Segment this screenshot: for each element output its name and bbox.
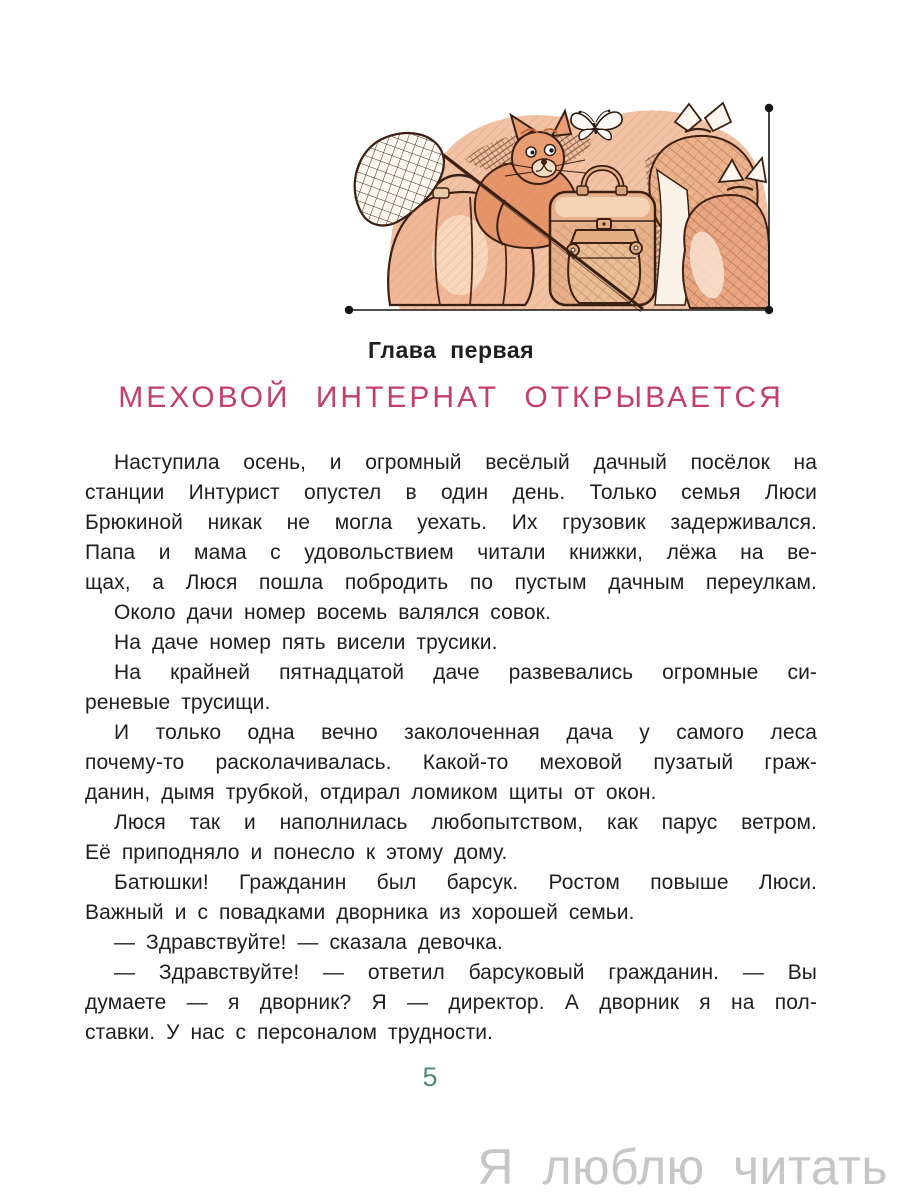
text-line: Наступила осень, и огромный весёлый дачный посёлок на — [114, 451, 817, 474]
milk-can — [567, 219, 642, 303]
page-number: 5 — [422, 1062, 438, 1092]
text-line: На крайней пятнадцатой даче развевались огромные си- — [114, 661, 817, 684]
text-line: На даче номер пять висели трусики. — [114, 631, 498, 654]
text-line: думаете — я дворник? Я — директор. А дворник я на пол- — [85, 991, 817, 1014]
watermark: Я люблю читать — [477, 1139, 888, 1195]
text-line: И только одна вечно заколоченная дача у самого леса — [114, 721, 817, 744]
body-text — [85, 448, 817, 1048]
text-line: реневые трусищи. — [85, 691, 271, 714]
text-line: Важный и с повадками дворника из хорошей семьи. — [85, 901, 635, 924]
text-line: станции Интурист опустел в один день. Только семья Люси — [85, 481, 817, 504]
text-line: почему-то расколачивалась. Какой-то меховой пузатый граж- — [85, 751, 817, 774]
text-line: Батюшки! Гражданин был барсук. Ростом повыше Люси. — [114, 871, 817, 894]
text-line: Люся так и наполнилась любопытством, как парус ветром. — [114, 811, 817, 834]
text-line: Брюкиной никак не могла уехать. Их грузовик задерживался. — [85, 511, 817, 534]
text-line: щах, а Люся пошла побродить по пустым дачным переулкам. — [85, 571, 817, 594]
text-line: данин, дымя трубкой, отдирал ломиком щиты от окон. — [85, 781, 657, 804]
chapter-title: МЕХОВОЙ ИНТЕРНАТ ОТКРЫВАЕТСЯ — [118, 381, 784, 414]
text-line: ставки. У нас с персоналом трудности. — [85, 1021, 494, 1044]
text-line: — Здравствуйте! — сказала девочка. — [114, 931, 503, 954]
text-line: Её приподняло и понесло к этому дому. — [85, 841, 508, 864]
text-line: — Здравствуйте! — ответил барсуковый гражданин. — Вы — [114, 961, 817, 984]
cat-with-luggage-illustration — [345, 100, 775, 315]
chapter-label: Глава первая — [367, 337, 535, 363]
text-line: Папа и мама с удовольствием читали книжки, лёжа на ве- — [85, 541, 817, 564]
text-line: Около дачи номер восемь валялся совок. — [114, 601, 551, 624]
